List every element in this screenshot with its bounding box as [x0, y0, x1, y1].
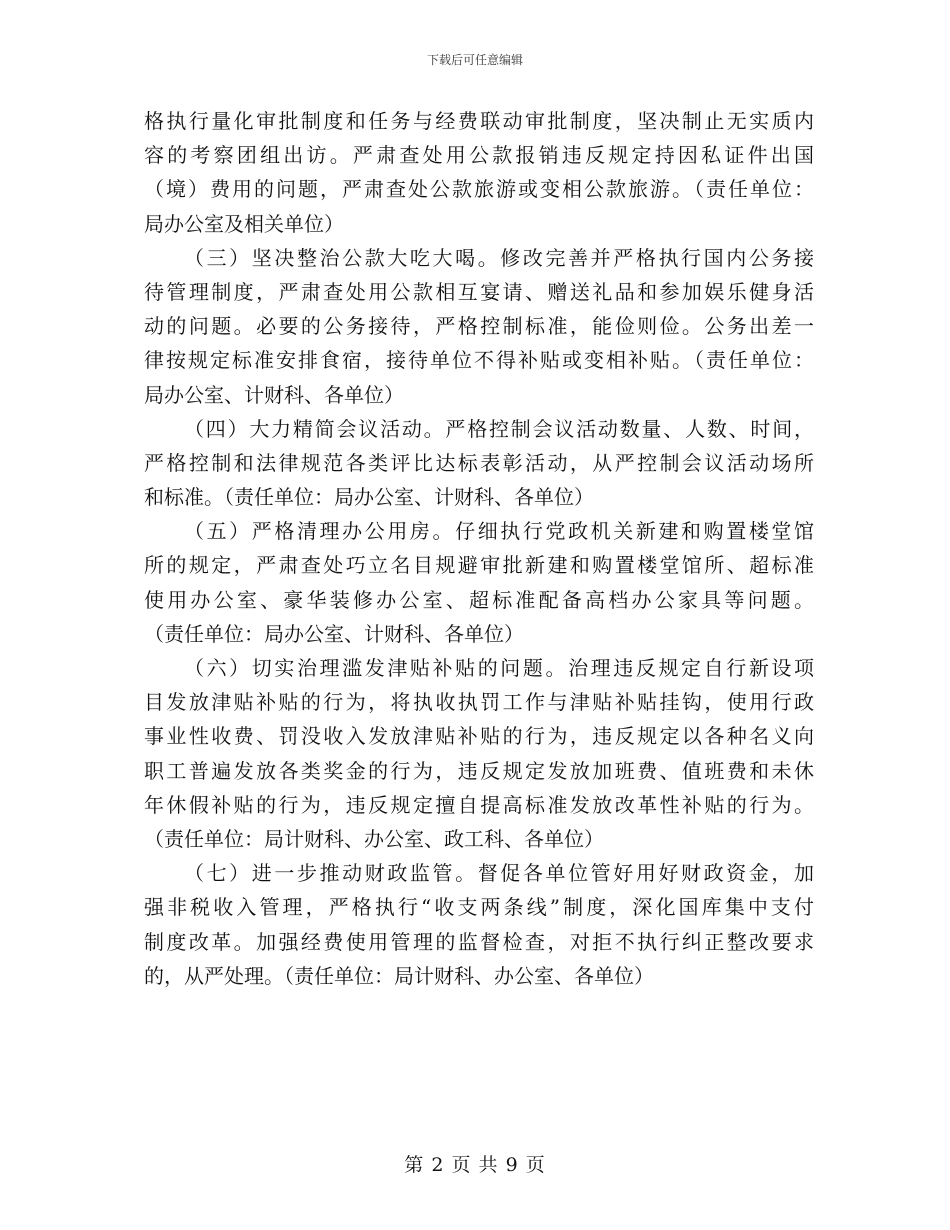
text-line: 动的问题。必要的公务接待，严格控制标准，能俭则俭。公务出差一	[144, 314, 814, 339]
paragraph-4-first-line: （四）大力精简会议活动。严格控制会议活动数量、人数、时间，	[184, 416, 814, 441]
text-line: 容的考察团组出访。严肃查处用公款报销违反规定持因私证件出国	[144, 143, 814, 168]
header-text: 下载后可任意编辑	[426, 53, 523, 67]
text-line: 制度改革。加强经费使用管理的监督检查，对拒不执行纠正整改要求	[144, 929, 814, 954]
page-footer	[0, 1153, 950, 1177]
text-line: 严格控制和法律规范各类评比达标表彰活动，从严控制会议活动场所	[144, 450, 814, 475]
paragraph-3-first-line: （三）坚决整治公款大吃大喝。修改完善并严格执行国内公务接	[184, 245, 814, 270]
text-line: 局办公室、计财科、各单位）	[144, 382, 404, 407]
paragraph-5-first-line: （五）严格清理办公用房。仔细执行党政机关新建和购置楼堂馆	[184, 519, 814, 544]
current-page-number: 2	[431, 1154, 445, 1176]
document-body	[144, 104, 814, 993]
text-line: 的，从严处理。（责任单位：局计财科、办公室、各单位）	[144, 963, 654, 988]
text-line: 使用办公室、豪华装修办公室、超标准配备高档办公家具等问题。	[144, 587, 814, 612]
text-line: （境）费用的问题，严肃查处公款旅游或变相公款旅游。（责任单位：	[144, 177, 814, 202]
footer-middle: 页 共	[451, 1154, 499, 1176]
page-header	[0, 52, 950, 68]
text-line: 局办公室及相关单位）	[144, 211, 344, 236]
text-line: 年休假补贴的行为，违反规定擅自提高标准发放改革性补贴的行为。	[144, 792, 814, 817]
text-line: 和标准。（责任单位：局办公室、计财科、各单位）	[144, 485, 594, 510]
text-line: 所的规定，严肃查处巧立名目规避审批新建和购置楼堂馆所、超标准	[144, 553, 814, 578]
text-line: 强非税收入管理，严格执行“收支两条线”制度，深化国库集中支付	[144, 895, 814, 920]
text-line: （责任单位：局办公室、计财科、各单位）	[144, 621, 524, 646]
text-line: 事业性收费、罚没收入发放津贴补贴的行为，违反规定以各种名义向	[144, 724, 814, 749]
text-line: 格执行量化审批制度和任务与经费联动审批制度，坚决制止无实质内	[144, 109, 814, 133]
text-line: （责任单位：局计财科、办公室、政工科、各单位）	[144, 826, 604, 851]
total-pages-number: 9	[505, 1154, 519, 1176]
text-line: 律按规定标准安排食宿，接待单位不得补贴或变相补贴。（责任单位：	[144, 348, 814, 373]
footer-prefix: 第	[404, 1154, 425, 1176]
paragraph-6-first-line: （六）切实治理滥发津贴补贴的问题。治理违反规定自行新设项	[184, 656, 814, 680]
text-line: 职工普遍发放各类奖金的行为，违反规定发放加班费、值班费和未休	[144, 758, 814, 783]
paragraph-7-first-line: （七）进一步推动财政监管。督促各单位管好用好财政资金，加	[184, 861, 814, 886]
footer-suffix: 页	[525, 1154, 546, 1176]
text-line: 待管理制度，严肃查处用公款相互宴请、赠送礼品和参加娱乐健身活	[144, 279, 814, 304]
text-line: 目发放津贴补贴的行为，将执收执罚工作与津贴补贴挂钩，使用行政	[144, 690, 814, 715]
